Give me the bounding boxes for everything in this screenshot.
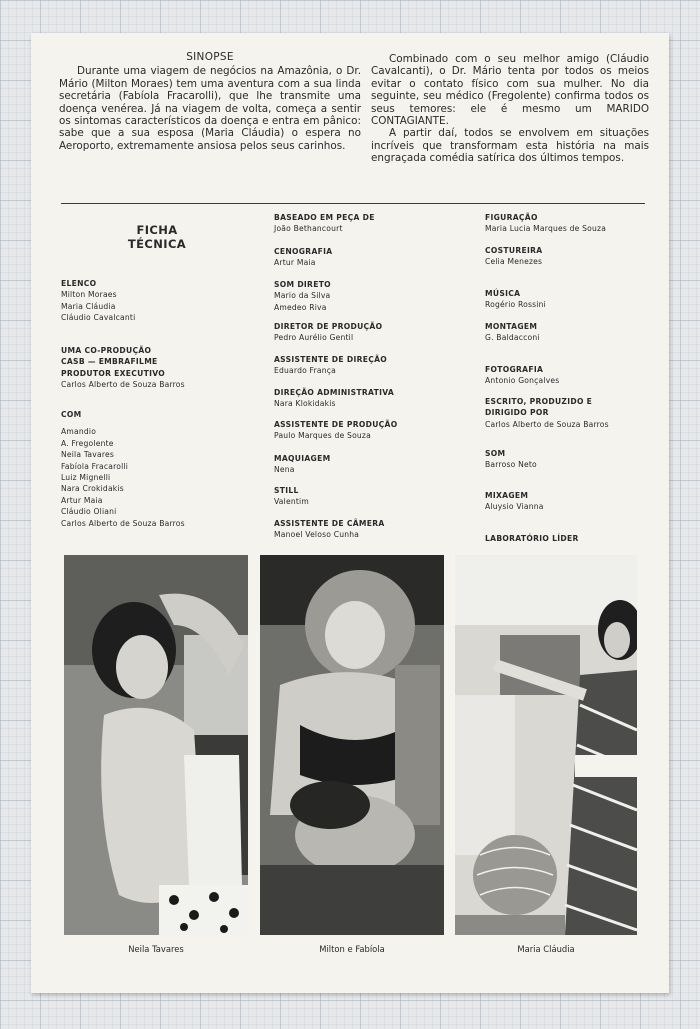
ficha-tecnica-title — [113, 223, 201, 251]
credit-name: Carlos Alberto de Souza Barros — [61, 518, 185, 528]
credit-block — [61, 345, 185, 391]
credit-heading: SOM DIRETO — [274, 280, 331, 289]
credit-name: Cláudio Cavalcanti — [61, 313, 136, 323]
credit-name: Artur Maia — [61, 495, 103, 505]
credit-block — [274, 246, 332, 269]
credit-name: Amandio — [61, 427, 97, 437]
synopsis-paragraph: Combinado com o seu melhor amigo (Cláudio Cavalcanti), o Dr. Mário tenta por todos os meios evitar o contato físico com sua mulher. No dia seguinte, seu médico (Fregolente) confirma todos os seus temores: ele é mesmo um MARIDO CONTAGIANTE. — [371, 53, 649, 128]
credit-name: Cláudio Oliani — [61, 507, 117, 517]
credit-block — [61, 409, 185, 529]
credit-name: Celia Menezes — [485, 257, 543, 267]
credit-heading: DIREÇÃO ADMINISTRATIVA — [274, 388, 395, 397]
credit-heading: DIRETOR DE PRODUÇÃO — [274, 322, 383, 331]
photo-image — [260, 555, 444, 935]
credit-name: João Bethancourt — [274, 224, 343, 234]
credit-name: A. Fregolente — [61, 438, 114, 448]
credit-name: Carlos Alberto de Souza Barros — [61, 380, 185, 390]
credit-heading: CENOGRAFIA — [274, 247, 333, 256]
credit-name: Luiz Mignelli — [61, 473, 111, 483]
credit-block — [485, 288, 546, 311]
credit-heading: ELENCO — [61, 279, 97, 288]
credit-block — [274, 387, 394, 410]
credit-block — [274, 212, 375, 235]
credit-block — [274, 419, 397, 442]
credit-name: Artur Maia — [274, 258, 316, 268]
credit-block — [485, 533, 579, 544]
credit-name: Pedro Aurélio Gentil — [274, 333, 354, 343]
credit-heading: FOTOGRAFIA — [485, 365, 544, 374]
credit-name: Maria Lucia Marques de Souza — [485, 224, 607, 234]
credit-name: Antonio Gonçalves — [485, 376, 560, 386]
credit-block — [61, 278, 135, 324]
credit-name: Rogério Rossini — [485, 300, 546, 310]
credit-name: Neila Tavares — [61, 450, 115, 460]
credit-name: Fabíola Fracarolli — [61, 461, 129, 471]
credit-block — [485, 448, 537, 471]
credit-name: Aluysio Vianna — [485, 502, 544, 512]
credit-heading: COSTUREIRA — [485, 246, 543, 255]
credit-name: Mario da Silva — [274, 291, 331, 301]
credit-heading: ASSISTENTE DE DIREÇÃO — [274, 355, 388, 364]
credit-name: Carlos Alberto de Souza Barros — [485, 419, 609, 429]
credit-heading: LABORATÓRIO LÍDER — [485, 534, 579, 543]
credit-heading: COM — [61, 410, 82, 419]
credit-block — [274, 279, 331, 313]
credit-name: Barroso Neto — [485, 460, 537, 470]
section-divider — [61, 203, 645, 204]
credit-heading: MIXAGEM — [485, 491, 529, 500]
credit-heading: UMA CO-PRODUÇÃO — [61, 346, 152, 355]
synopsis-paragraph: Durante uma viagem de negócios na Amazônia, o Dr. Mário (Milton Moraes) tem uma aventura com a sua linda secretária (Fabíola Fracarolli), que lhe transmite uma doença venérea. Já na viagem de volta, começa a sentir os sintomas característicos da doença e entra em pânico: sabe que a sua esposa (Maria Cláudia) o espera no Aeroporto, extremamente ansiosa pelos seus carinhos. — [59, 65, 361, 152]
credit-heading: ASSISTENTE DE PRODUÇÃO — [274, 420, 398, 429]
credit-block — [274, 518, 385, 541]
credit-name: Nena — [274, 465, 295, 475]
credit-heading: ESCRITO, PRODUZIDO E — [485, 397, 593, 406]
credit-name: Valentim — [274, 497, 309, 507]
synopsis-paragraph: A partir daí, todos se envolvem em situações incríveis que transformam esta história na mais engraçada comédia satírica dos últimos tempos. — [371, 127, 649, 165]
credit-name: Nara Crokidakis — [61, 484, 124, 494]
credit-heading: SOM — [485, 449, 506, 458]
credit-heading: CASB — EMBRAFILME — [61, 357, 158, 367]
credit-block — [274, 453, 330, 476]
credit-block — [485, 245, 542, 268]
synopsis-title: SINOPSE — [186, 51, 234, 63]
ficha-title-line: FICHA — [136, 223, 178, 237]
credit-heading: BASEADO EM PEÇA DE — [274, 213, 375, 222]
photo-milton-e-fabiola — [260, 555, 444, 935]
photo-maria-claudia — [455, 555, 637, 935]
credit-name: Maria Cláudia — [61, 301, 116, 311]
photo-image — [455, 555, 637, 935]
photo-caption: Maria Cláudia — [517, 944, 575, 954]
photo-caption: Neila Tavares — [128, 944, 184, 954]
synopsis-right-column — [371, 53, 649, 165]
credit-heading: DIRIGIDO POR — [485, 408, 549, 418]
credit-heading: MAQUIAGEM — [274, 454, 331, 463]
ficha-title-line: TÉCNICA — [127, 237, 187, 251]
photo-caption: Milton e Fabíola — [319, 944, 385, 954]
photo-image — [64, 555, 248, 935]
credit-block — [274, 485, 309, 508]
credit-heading: MÚSICA — [485, 289, 521, 298]
credit-heading: PRODUTOR EXECUTIVO — [61, 368, 166, 378]
credit-block — [485, 364, 559, 387]
credit-block — [274, 321, 382, 344]
credit-block — [485, 212, 606, 235]
credit-name: Nara Klokidakis — [274, 399, 336, 409]
credit-name: G. Baldacconi — [485, 333, 540, 343]
photo-neila-tavares — [64, 555, 248, 935]
press-sheet — [31, 33, 669, 993]
credit-block — [485, 321, 540, 344]
credit-name: Paulo Marques de Souza — [274, 431, 371, 441]
credit-heading: FIGURAÇÃO — [485, 213, 538, 222]
credit-name: Manoel Veloso Cunha — [274, 530, 360, 540]
credit-block — [485, 490, 544, 513]
credit-heading: STILL — [274, 486, 299, 495]
synopsis-left-column — [59, 51, 361, 152]
credit-heading: ASSISTENTE DE CÂMERA — [274, 519, 385, 528]
credit-name: Milton Moraes — [61, 290, 117, 300]
credit-name: Amedeo Riva — [274, 302, 327, 312]
credit-name: Eduardo França — [274, 366, 336, 376]
credit-block — [274, 354, 387, 377]
credit-block — [485, 396, 609, 430]
credit-heading: MONTAGEM — [485, 322, 538, 331]
